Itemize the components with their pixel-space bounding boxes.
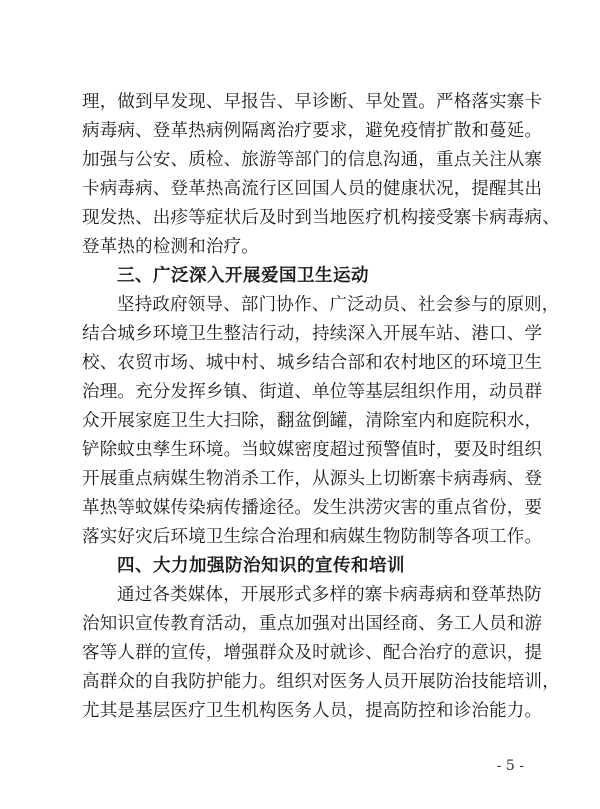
body-line: 治知识宣传教育活动，重点加强对出国经商、务工人员和游 [82,614,543,634]
page-number: - 5 - [496,758,524,774]
body-line: 开展重点病媒生物消杀工作，从源头上切断寨卡病毒病、登 [82,469,543,489]
body-line: 现发热、出疹等症状后及时到当地医疗机构接受寨卡病毒病、 [82,208,560,228]
section-heading: 三、广泛深入开展爱国卫生运动 [117,266,369,286]
body-line: 结合城乡环境卫生整洁行动，持续深入开展车站、港口、学 [82,324,543,344]
body-line: 尤其是基层医疗卫生机构医务人员，提高防控和诊治能力。 [82,701,543,721]
section-heading: 四、大力加强防治知识的宣传和培训 [117,556,405,576]
body-line: 落实好灾后环境卫生综合治理和病媒生物防制等各项工作。 [82,527,543,547]
document-body [82,88,560,726]
body-line: 校、农贸市场、城中村、城乡结合部和农村地区的环境卫生 [82,353,543,373]
body-line: 铲除蚊虫孳生环境。当蚊媒密度超过预警值时，要及时组织 [82,440,543,460]
body-line: 病毒病、登革热病例隔离治疗要求，避免疫情扩散和蔓延。 [82,121,543,141]
body-line: 卡病毒病、登革热高流行区回国人员的健康状况，提醒其出 [82,179,543,199]
body-line: 理，做到早发现、早报告、早诊断、早处置。严格落实寨卡 [82,92,543,112]
body-line: 革热等蚊媒传染病传播途径。发生洪涝灾害的重点省份，要 [82,498,543,518]
body-line: 治理。充分发挥乡镇、街道、单位等基层组织作用，动员群 [82,382,543,402]
body-line: 高群众的自我防护能力。组织对医务人员开展防治技能培训， [82,672,560,692]
body-line: 众开展家庭卫生大扫除，翻盆倒罐，清除室内和庭院积水， [82,411,543,431]
body-line: 登革热的检测和治疗。 [82,237,259,257]
body-line: 加强与公安、质检、旅游等部门的信息沟通，重点关注从寨 [82,150,543,170]
body-line: 通过各类媒体，开展形式多样的寨卡病毒病和登革热防 [117,585,542,605]
body-line: 客等人群的宣传，增强群众及时就诊、配合治疗的意识，提 [82,643,543,663]
body-line: 坚持政府领导、部门协作、广泛动员、社会参与的原则， [117,295,560,315]
